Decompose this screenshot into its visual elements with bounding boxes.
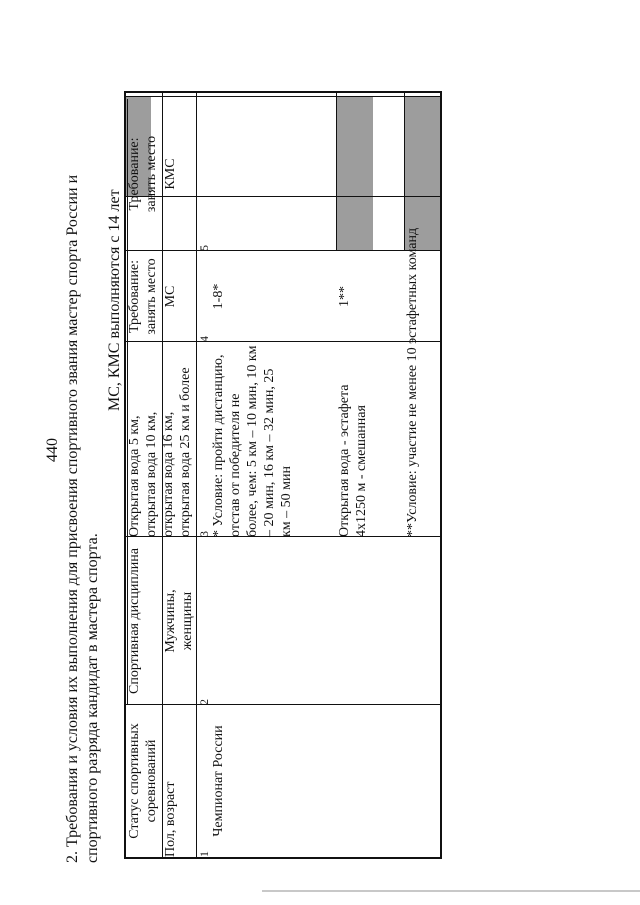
header-status-line2: соревнований	[144, 739, 159, 823]
col-number-3: 3	[197, 531, 211, 537]
header-req-ms	[126, 251, 162, 342]
discipline1-line3: открытая вода 16 км,	[161, 411, 176, 537]
header-kms: КМС	[163, 158, 178, 190]
header-req-kms-line1: Требование:	[127, 137, 142, 211]
header-req-ms-line2: занять место	[144, 258, 159, 335]
kms-shade-2	[336, 97, 373, 251]
condition1-line3: км – 50 мин	[279, 465, 294, 537]
discipline2-line1: Открытая вода - эстафета	[337, 384, 352, 537]
col-number-1: 1	[197, 851, 211, 857]
header-ms: МС	[163, 285, 178, 308]
discipline1-line4: открытая вода 25 км и более	[178, 367, 193, 537]
col-number-5: 5	[197, 245, 211, 251]
ms-value-1: 1-8*	[211, 283, 226, 310]
ms-value-2: 1**	[337, 286, 352, 307]
condition1-line1: * Условие: пройти дистанцию, отстав от победителя не	[211, 354, 243, 537]
requirements-table	[124, 91, 442, 859]
header-sex-age: Пол, возраст	[163, 781, 178, 857]
col-number-2: 2	[197, 699, 211, 705]
condition-2: **Условие: участие не менее 10 эстафетных команд	[405, 227, 420, 537]
discipline-block2	[336, 342, 404, 537]
discipline1-line2: открытая вода 10 км,	[144, 411, 159, 537]
age-note: МС, КМС выполняются с 14 лет	[106, 189, 123, 411]
header-status-line1: Статус спортивных	[127, 723, 142, 839]
discipline2-line2: 4х1250 м - смешанная	[354, 405, 369, 537]
discipline-block1	[126, 342, 196, 537]
condition-1	[210, 342, 336, 537]
header-status	[126, 705, 162, 857]
discipline1-line1: Открытая вода 5 км,	[127, 415, 142, 537]
sex-age-value	[162, 537, 196, 705]
header-discipline-label: Спортивная дисциплина	[127, 548, 142, 695]
header-req-kms-line2: занять место	[144, 135, 159, 213]
section-heading-line1: 2. Требования и условия их выполнения для присвоения спортивного звания мастер спорта России и	[64, 174, 81, 863]
status-value: Чемпионат России	[211, 725, 226, 837]
condition1-line2: более, чем: 5 км – 10 мин, 10 км – 20 мин, 16 км – 32 мин, 25	[245, 345, 277, 537]
sex-age-line2: женщины	[180, 591, 195, 651]
header-req-ms-line1: Требование:	[127, 259, 142, 334]
sex-age-line1: Мужчины,	[163, 589, 178, 653]
page-number: 440	[44, 438, 61, 462]
section-heading-line2: спортивного разряда кандидат в мастера спорта.	[84, 533, 101, 863]
header-req-kms	[126, 97, 162, 251]
col-number-4: 4	[197, 336, 211, 342]
